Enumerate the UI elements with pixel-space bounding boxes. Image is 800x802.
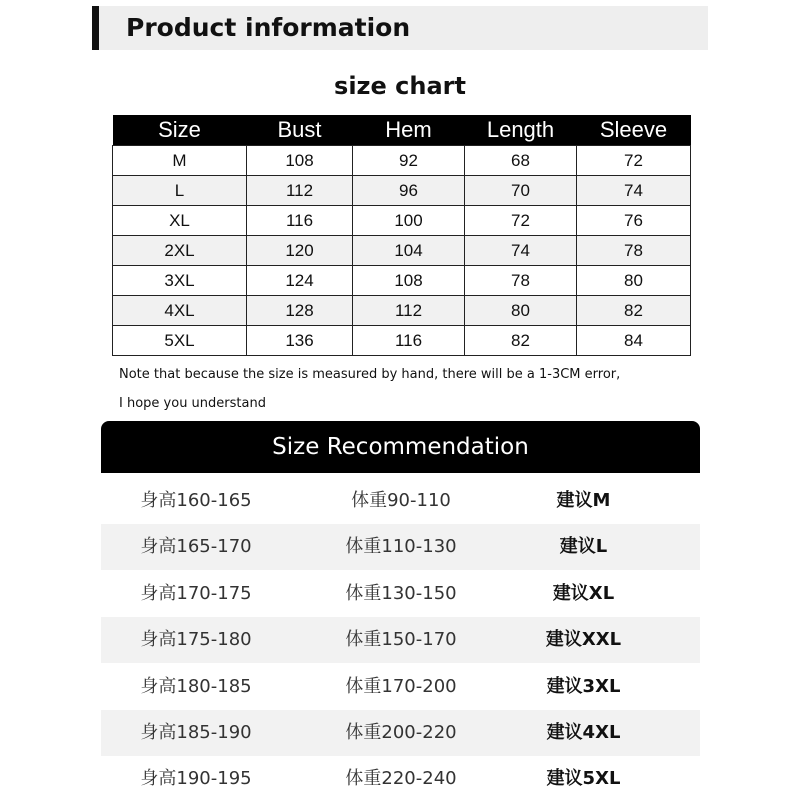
column-header: Bust <box>247 115 353 146</box>
product-info-title: Product information <box>126 13 411 42</box>
table-row <box>113 206 691 236</box>
table-cell: L <box>113 176 247 206</box>
height-range: 身高180-185 <box>140 676 252 697</box>
height-range: 身高185-190 <box>140 722 252 743</box>
table-cell: 96 <box>353 176 465 206</box>
table-row <box>113 326 691 356</box>
weight-range: 体重200-220 <box>345 722 457 743</box>
weight-range: 体重110-130 <box>345 536 457 557</box>
table-cell: 108 <box>353 266 465 296</box>
table-row <box>113 296 691 326</box>
size-recommendation-header <box>101 421 700 473</box>
table-row <box>113 266 691 296</box>
size-chart-table <box>112 115 691 356</box>
suggested-size: 建议XXL <box>545 629 622 650</box>
table-cell: 100 <box>353 206 465 236</box>
recommendation-row <box>101 478 700 524</box>
table-row <box>113 146 691 176</box>
table-cell: 120 <box>247 236 353 266</box>
table-cell: 84 <box>577 326 691 356</box>
table-cell: 80 <box>577 266 691 296</box>
weight-range: 体重130-150 <box>345 583 457 604</box>
column-header: Size <box>113 115 247 146</box>
table-cell: 136 <box>247 326 353 356</box>
weight-range: 体重150-170 <box>345 629 457 650</box>
table-cell: 3XL <box>113 266 247 296</box>
table-cell: M <box>113 146 247 176</box>
table-cell: 80 <box>465 296 577 326</box>
recommendation-row <box>101 710 700 756</box>
table-cell: 112 <box>247 176 353 206</box>
measurement-note-2: I hope you understand <box>119 396 266 411</box>
column-header: Sleeve <box>577 115 691 146</box>
table-cell: 112 <box>353 296 465 326</box>
table-cell: 82 <box>465 326 577 356</box>
column-header: Hem <box>353 115 465 146</box>
suggested-size: 建议5XL <box>546 768 621 789</box>
height-range: 身高170-175 <box>140 583 252 604</box>
table-cell: 72 <box>465 206 577 236</box>
table-row <box>113 236 691 266</box>
size-chart-title: size chart <box>334 72 466 100</box>
table-cell: 76 <box>577 206 691 236</box>
column-header: Length <box>465 115 577 146</box>
table-cell: 116 <box>353 326 465 356</box>
table-cell: 82 <box>577 296 691 326</box>
recommendation-row <box>101 524 700 570</box>
table-cell: 78 <box>577 236 691 266</box>
header-accent-bar <box>92 6 99 50</box>
table-cell: 72 <box>577 146 691 176</box>
suggested-size: 建议3XL <box>546 676 621 697</box>
height-range: 身高190-195 <box>140 768 252 789</box>
measurement-note: Note that because the size is measured by hand, there will be a 1-3CM error, <box>119 367 621 382</box>
table-row <box>113 176 691 206</box>
table-cell: 5XL <box>113 326 247 356</box>
table-cell: 92 <box>353 146 465 176</box>
height-range: 身高175-180 <box>140 629 252 650</box>
table-cell: 68 <box>465 146 577 176</box>
suggested-size: 建议XL <box>552 583 615 604</box>
weight-range: 体重170-200 <box>345 676 457 697</box>
suggested-size: 建议L <box>559 536 608 557</box>
height-range: 身高160-165 <box>140 490 252 511</box>
suggested-size: 建议M <box>556 490 611 511</box>
recommendation-row <box>101 756 700 802</box>
weight-range: 体重90-110 <box>351 490 451 511</box>
table-cell: 74 <box>465 236 577 266</box>
table-cell: 108 <box>247 146 353 176</box>
table-cell: 124 <box>247 266 353 296</box>
table-cell: 74 <box>577 176 691 206</box>
table-cell: 128 <box>247 296 353 326</box>
table-cell: 116 <box>247 206 353 236</box>
table-cell: 78 <box>465 266 577 296</box>
suggested-size: 建议4XL <box>546 722 621 743</box>
weight-range: 体重220-240 <box>345 768 457 789</box>
size-recommendation-title: Size Recommendation <box>272 434 529 460</box>
size-table-header-row <box>113 115 691 146</box>
table-cell: 104 <box>353 236 465 266</box>
table-cell: XL <box>113 206 247 236</box>
table-cell: 4XL <box>113 296 247 326</box>
table-cell: 70 <box>465 176 577 206</box>
height-range: 身高165-170 <box>140 536 252 557</box>
recommendation-row <box>101 617 700 663</box>
recommendation-row <box>101 664 700 710</box>
table-cell: 2XL <box>113 236 247 266</box>
recommendation-row <box>101 571 700 617</box>
